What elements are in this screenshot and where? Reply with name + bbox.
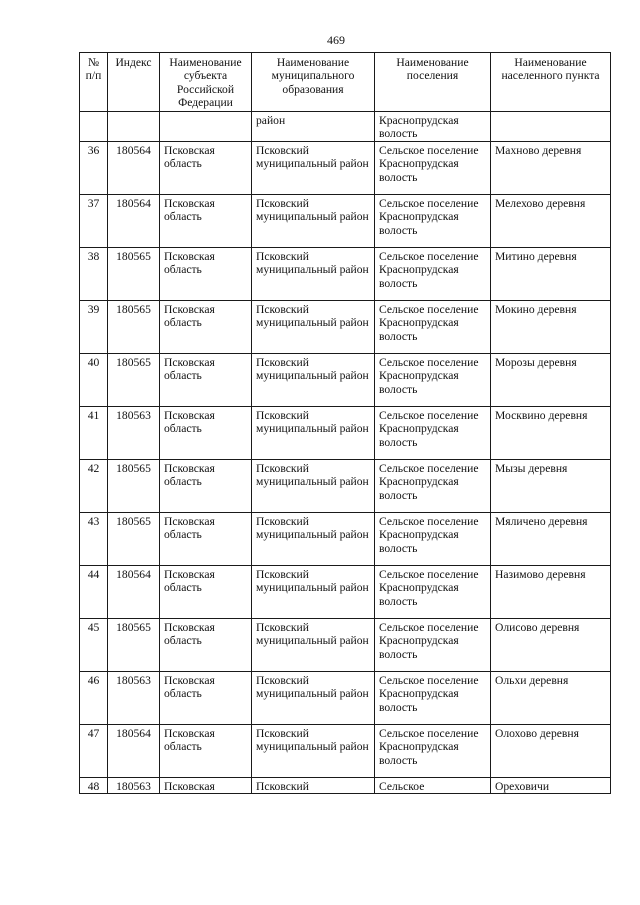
- cell-settlement: Сельское поселение Краснопрудская волость: [375, 406, 491, 459]
- cell-locality: Олисово деревня: [491, 618, 611, 671]
- cell-number: 41: [80, 406, 108, 459]
- cell-number: 48: [80, 777, 108, 793]
- cell-number: 38: [80, 247, 108, 300]
- cell-municipality: Псковский: [252, 777, 375, 793]
- cell-number: 36: [80, 141, 108, 194]
- cell-number: 46: [80, 671, 108, 724]
- cell-index: 180564: [108, 141, 160, 194]
- cell-settlement: Сельское поселение Краснопрудская волость: [375, 459, 491, 512]
- cell-index: 180563: [108, 777, 160, 793]
- cell-locality: Мяличено деревня: [491, 512, 611, 565]
- cell-subject: Псковская область: [160, 459, 252, 512]
- table-row: [80, 247, 611, 300]
- cell-subject: Псковская область: [160, 194, 252, 247]
- cell-index: 180565: [108, 353, 160, 406]
- cell-number: [80, 112, 108, 142]
- cell-municipality: Псковский муниципальный район: [252, 459, 375, 512]
- table-row-partial: [80, 777, 611, 793]
- cell-municipality: Псковский муниципальный район: [252, 300, 375, 353]
- cell-municipality: Псковский муниципальный район: [252, 406, 375, 459]
- table-row: [80, 300, 611, 353]
- cell-locality: Мелехово деревня: [491, 194, 611, 247]
- cell-subject: Псковская область: [160, 671, 252, 724]
- cell-locality: Мызы деревня: [491, 459, 611, 512]
- table-row: [80, 512, 611, 565]
- table-row: [80, 724, 611, 777]
- table-row: [80, 194, 611, 247]
- cell-settlement: Сельское поселение Краснопрудская волость: [375, 194, 491, 247]
- cell-subject: Псковская область: [160, 141, 252, 194]
- cell-subject: Псковская область: [160, 247, 252, 300]
- cell-subject: Псковская область: [160, 406, 252, 459]
- cell-municipality: Псковский муниципальный район: [252, 618, 375, 671]
- cell-municipality: Псковский муниципальный район: [252, 512, 375, 565]
- header-locality: Наименование населенного пункта: [491, 53, 611, 112]
- cell-settlement: Сельское: [375, 777, 491, 793]
- cell-settlement: Сельское поселение Краснопрудская волость: [375, 300, 491, 353]
- cell-subject: Псковская область: [160, 353, 252, 406]
- cell-municipality: Псковский муниципальный район: [252, 671, 375, 724]
- cell-index: 180564: [108, 194, 160, 247]
- cell-subject: Псковская область: [160, 724, 252, 777]
- cell-number: 40: [80, 353, 108, 406]
- cell-settlement: Сельское поселение Краснопрудская волость: [375, 671, 491, 724]
- cell-index: 180565: [108, 512, 160, 565]
- cell-locality: Ольхи деревня: [491, 671, 611, 724]
- header-settlement: Наименование поселения: [375, 53, 491, 112]
- cell-subject: [160, 112, 252, 142]
- settlements-table: [79, 52, 611, 794]
- cell-settlement: Сельское поселение Краснопрудская волость: [375, 247, 491, 300]
- table-row: [80, 671, 611, 724]
- cell-locality: Митино деревня: [491, 247, 611, 300]
- cell-settlement: Сельское поселение Краснопрудская волость: [375, 618, 491, 671]
- table-row-continued: [80, 112, 611, 142]
- cell-index: 180564: [108, 565, 160, 618]
- cell-subject: Псковская: [160, 777, 252, 793]
- cell-index: [108, 112, 160, 142]
- cell-number: 45: [80, 618, 108, 671]
- cell-locality: Назимово деревня: [491, 565, 611, 618]
- cell-index: 180564: [108, 724, 160, 777]
- cell-municipality: Псковский муниципальный район: [252, 247, 375, 300]
- cell-locality: Олохово деревня: [491, 724, 611, 777]
- header-index: Индекс: [108, 53, 160, 112]
- header-number: № п/п: [80, 53, 108, 112]
- cell-number: 44: [80, 565, 108, 618]
- cell-locality: Морозы деревня: [491, 353, 611, 406]
- cell-index: 180563: [108, 671, 160, 724]
- cell-subject: Псковская область: [160, 618, 252, 671]
- cell-index: 180565: [108, 618, 160, 671]
- table-row: [80, 459, 611, 512]
- cell-municipality: Псковский муниципальный район: [252, 194, 375, 247]
- header-municipality: Наименование муниципального образования: [252, 53, 375, 112]
- cell-index: 180565: [108, 459, 160, 512]
- cell-municipality: Псковский муниципальный район: [252, 353, 375, 406]
- cell-municipality: Псковский муниципальный район: [252, 141, 375, 194]
- cell-number: 42: [80, 459, 108, 512]
- table-header-row: [80, 53, 611, 112]
- cell-settlement: Сельское поселение Краснопрудская волость: [375, 565, 491, 618]
- table-row: [80, 353, 611, 406]
- cell-subject: Псковская область: [160, 565, 252, 618]
- cell-subject: Псковская область: [160, 512, 252, 565]
- cell-locality: Мокино деревня: [491, 300, 611, 353]
- table-row: [80, 618, 611, 671]
- cell-index: 180565: [108, 247, 160, 300]
- table-row: [80, 406, 611, 459]
- cell-index: 180563: [108, 406, 160, 459]
- cell-settlement: Сельское поселение Краснопрудская волость: [375, 512, 491, 565]
- cell-settlement: Сельское поселение Краснопрудская волость: [375, 141, 491, 194]
- cell-municipality: Псковский муниципальный район: [252, 724, 375, 777]
- cell-number: 43: [80, 512, 108, 565]
- cell-number: 37: [80, 194, 108, 247]
- cell-municipality: Псковский муниципальный район: [252, 565, 375, 618]
- cell-settlement: Сельское поселение Краснопрудская волость: [375, 724, 491, 777]
- page-number: 469: [327, 33, 345, 47]
- cell-municipality: район: [252, 112, 375, 142]
- cell-locality: [491, 112, 611, 142]
- cell-locality: Махново деревня: [491, 141, 611, 194]
- cell-locality: Москвино деревня: [491, 406, 611, 459]
- cell-locality: Ореховичи: [491, 777, 611, 793]
- cell-subject: Псковская область: [160, 300, 252, 353]
- cell-settlement: Сельское поселение Краснопрудская волость: [375, 353, 491, 406]
- table-body: [80, 112, 611, 794]
- table-row: [80, 565, 611, 618]
- cell-settlement: Краснопрудская волость: [375, 112, 491, 142]
- table-row: [80, 141, 611, 194]
- cell-index: 180565: [108, 300, 160, 353]
- cell-number: 47: [80, 724, 108, 777]
- header-subject: Наименование субъекта Российской Федерации: [160, 53, 252, 112]
- cell-number: 39: [80, 300, 108, 353]
